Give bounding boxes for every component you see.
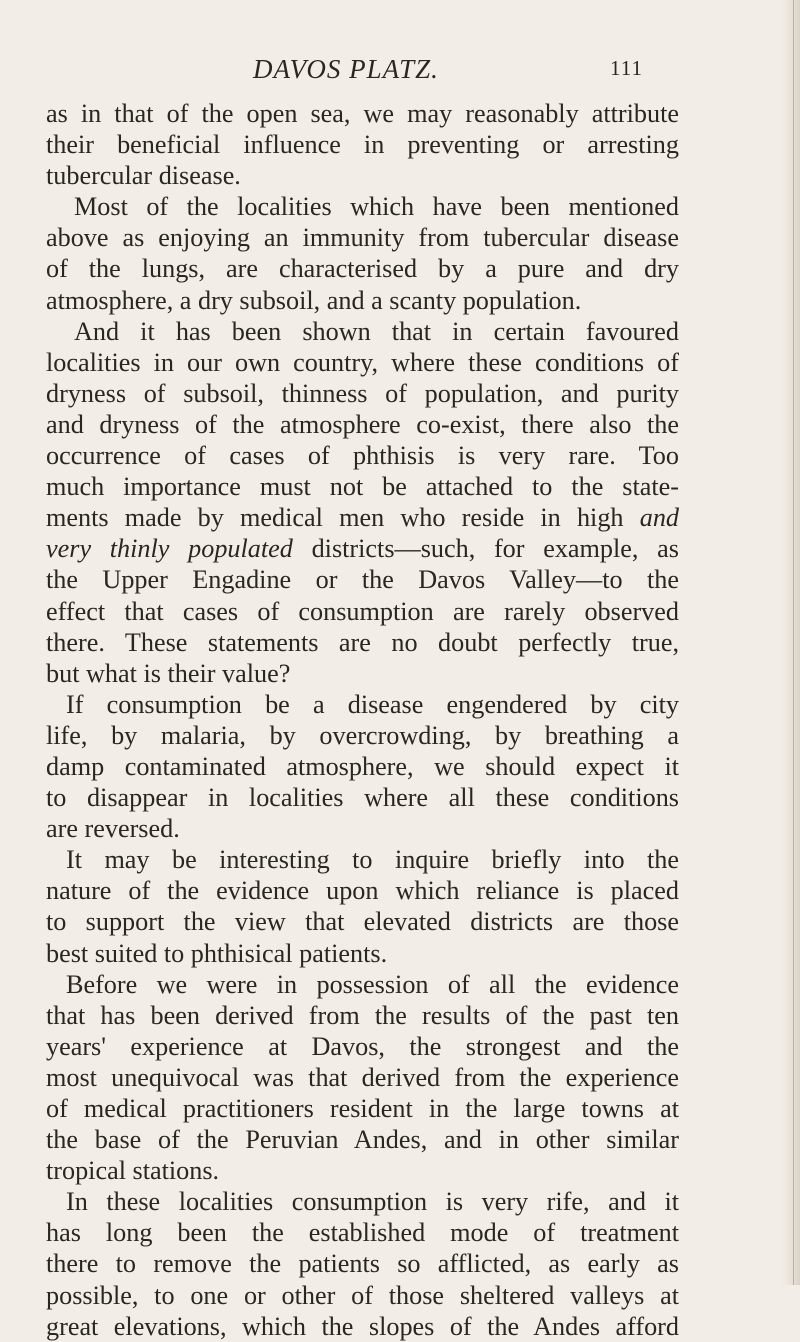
text-line: possible, to one or other of those sheltered valleys at [46,1280,679,1310]
page-number: 111 [610,56,643,80]
text-line: has long been the established mode of treatment [46,1218,679,1248]
text-line: are reversed. [46,814,180,844]
italic-segment: and [639,503,679,533]
italic-segment: very thinly populated [46,534,293,564]
text-line: most unequivocal was that derived from the experience [46,1062,679,1092]
text-line: It may be interesting to inquire briefly into the [66,845,679,875]
text-line: of the lungs, are characterised by a pure and dry [46,254,679,284]
text-line: Most of the localities which have been mentioned [74,192,679,222]
text-line: but what is their value? [46,658,291,688]
text-line: there. These statements are no doubt perfectly true, [46,627,679,657]
text-line: localities in our own country, where these conditions of [46,347,679,377]
text-line: effect that cases of consumption are rarely observed [46,596,679,626]
text-line: If consumption be a disease engendered by city [66,689,679,719]
text-segment: ments made by medical men who reside in high [46,503,640,533]
text-line: as in that of the open sea, we may reasonably attribute [46,99,679,128]
text-line: years' experience at Davos, the strongest and the [46,1031,679,1061]
text-line: their beneficial influence in preventing or arresting [46,130,679,160]
body-text [46,98,679,1342]
text-line: to disappear in localities where all these conditions [46,783,679,813]
text-line: occurrence of cases of phthisis is very rare. Too [46,441,679,471]
text-line: above as enjoying an immunity from tubercular disease [46,223,679,253]
text-line: to support the view that elevated districts are those [46,907,679,937]
text-line: tubercular disease. [46,161,241,191]
text-line: the Upper Engadine or the Davos Valley—to the [46,565,679,595]
text-line: tropical stations. [46,1156,220,1186]
text-line: atmosphere, a dry subsoil, and a scanty population. [46,285,582,315]
page-edge-shadow [782,0,800,1285]
page-header [0,50,780,90]
text-line: of medical practitioners resident in the large towns at [46,1094,679,1123]
text-line [46,533,679,564]
text-line: In these localities consumption is very rife, and it [66,1187,679,1217]
page-edge-line [793,0,794,1285]
running-title: DAVOS PLATZ. [253,54,439,84]
text-line: great elevations, which the slopes of the Andes afford [46,1311,679,1341]
text-line [46,502,679,533]
text-line: there to remove the patients so afflicted, as early as [46,1249,679,1279]
text-segment: districts—such, for example, as [292,534,679,564]
text-line: Before we were in possession of all the evidence [66,969,679,999]
text-line: that has been derived from the results of the past ten [46,1000,679,1030]
text-line: nature of the evidence upon which reliance is placed [46,876,679,906]
text-line: best suited to phthisical patients. [46,938,388,968]
text-line: the base of the Peruvian Andes, and in other similar [46,1125,679,1155]
text-line: And it has been shown that in certain favoured [74,316,679,346]
text-line: and dryness of the atmosphere co-exist, there also the [46,409,679,439]
text-line: much importance must not be attached to the state- [46,472,679,502]
text-line: life, by malaria, by overcrowding, by breathing a [46,720,679,750]
text-line: dryness of subsoil, thinness of population, and purity [46,378,679,408]
text-line: damp contaminated atmosphere, we should expect it [46,751,679,781]
